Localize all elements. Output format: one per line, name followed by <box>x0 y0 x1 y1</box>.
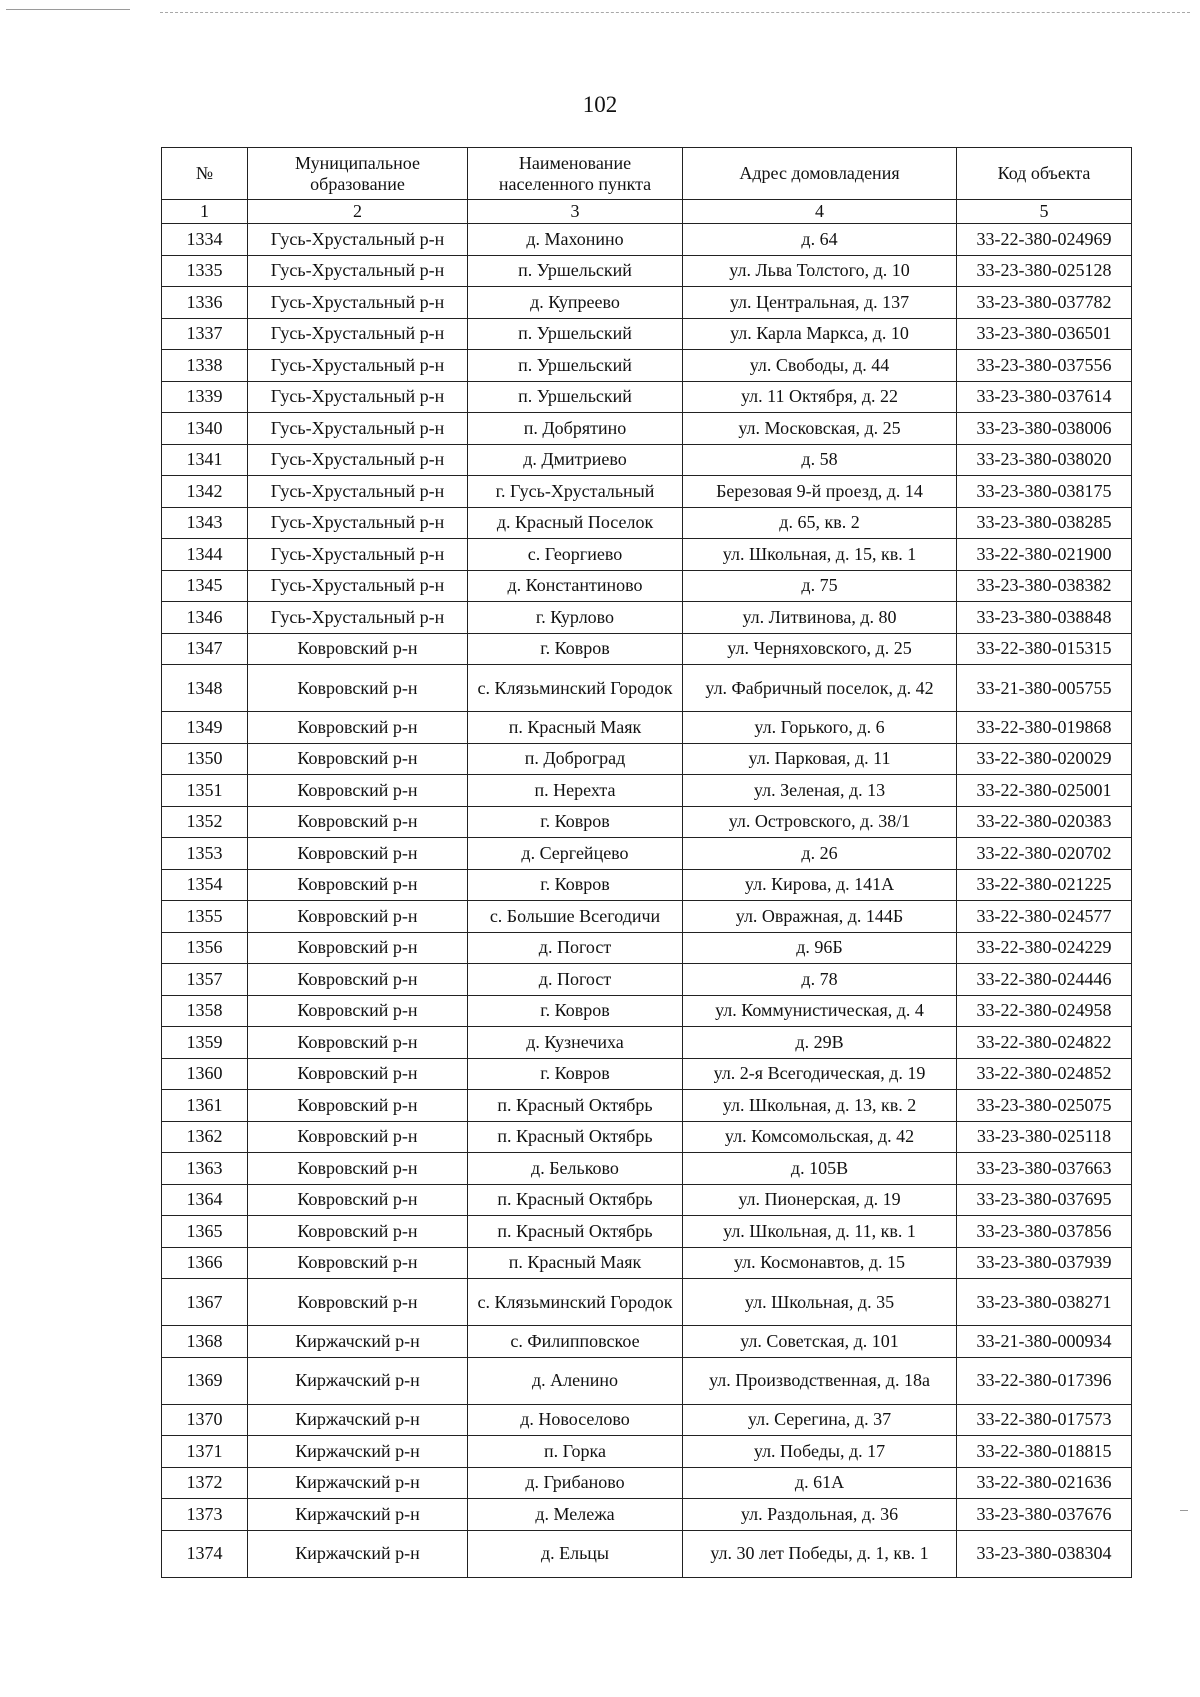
cell-object-code: 33-23-380-038271 <box>957 1279 1132 1326</box>
cell-number: 1335 <box>162 255 248 287</box>
column-number: 1 <box>162 200 248 224</box>
cell-municipality: Киржачский р-н <box>248 1326 468 1358</box>
cell-object-code: 33-22-380-024969 <box>957 224 1132 256</box>
cell-object-code: 33-23-380-025118 <box>957 1121 1132 1153</box>
cell-address: ул. Льва Толстого, д. 10 <box>683 255 957 287</box>
cell-number: 1346 <box>162 602 248 634</box>
cell-number: 1358 <box>162 995 248 1027</box>
cell-number: 1357 <box>162 964 248 996</box>
cell-object-code: 33-23-380-037782 <box>957 287 1132 319</box>
cell-settlement: п. Красный Маяк <box>468 1247 683 1279</box>
cell-settlement: с. Георгиево <box>468 539 683 571</box>
cell-address: ул. Школьная, д. 11, кв. 1 <box>683 1216 957 1248</box>
cell-address: ул. Коммунистическая, д. 4 <box>683 995 957 1027</box>
table-row <box>162 539 1132 571</box>
cell-address: ул. Карла Маркса, д. 10 <box>683 318 957 350</box>
table-row <box>162 838 1132 870</box>
cell-address: ул. 11 Октября, д. 22 <box>683 381 957 413</box>
cell-municipality: Гусь-Хрустальный р-н <box>248 539 468 571</box>
cell-object-code: 33-23-380-037614 <box>957 381 1132 413</box>
cell-address: ул. Производственная, д. 18а <box>683 1357 957 1404</box>
cell-settlement: г. Ковров <box>468 869 683 901</box>
cell-number: 1343 <box>162 507 248 539</box>
cell-settlement: п. Уршельский <box>468 255 683 287</box>
cell-number: 1341 <box>162 444 248 476</box>
cell-municipality: Киржачский р-н <box>248 1404 468 1436</box>
cell-number: 1367 <box>162 1279 248 1326</box>
cell-settlement: с. Клязьминский Городок <box>468 1279 683 1326</box>
cell-municipality: Ковровский р-н <box>248 995 468 1027</box>
table-row <box>162 507 1132 539</box>
cell-number: 1349 <box>162 712 248 744</box>
cell-settlement: д. Дмитриево <box>468 444 683 476</box>
cell-municipality: Гусь-Хрустальный р-н <box>248 444 468 476</box>
table-row <box>162 995 1132 1027</box>
cell-settlement: с. Филипповское <box>468 1326 683 1358</box>
cell-address: ул. Овражная, д. 144Б <box>683 901 957 933</box>
table-row <box>162 476 1132 508</box>
cell-object-code: 33-21-380-000934 <box>957 1326 1132 1358</box>
cell-number: 1336 <box>162 287 248 319</box>
table-row <box>162 255 1132 287</box>
cell-municipality: Ковровский р-н <box>248 1153 468 1185</box>
table-row <box>162 444 1132 476</box>
cell-number: 1369 <box>162 1357 248 1404</box>
cell-object-code: 33-22-380-019868 <box>957 712 1132 744</box>
cell-address: ул. Школьная, д. 15, кв. 1 <box>683 539 957 571</box>
cell-settlement: д. Бельково <box>468 1153 683 1185</box>
header-number: № <box>162 148 248 200</box>
table-row <box>162 869 1132 901</box>
cell-settlement: д. Погост <box>468 964 683 996</box>
cell-municipality: Киржачский р-н <box>248 1357 468 1404</box>
cell-settlement: г. Гусь-Хрустальный <box>468 476 683 508</box>
table-row <box>162 602 1132 634</box>
cell-settlement: г. Ковров <box>468 995 683 1027</box>
table-row <box>162 1467 1132 1499</box>
cell-municipality: Ковровский р-н <box>248 775 468 807</box>
cell-number: 1339 <box>162 381 248 413</box>
cell-object-code: 33-22-380-024822 <box>957 1027 1132 1059</box>
cell-settlement: г. Ковров <box>468 806 683 838</box>
table-row <box>162 570 1132 602</box>
table-row <box>162 1027 1132 1059</box>
cell-address: ул. Школьная, д. 35 <box>683 1279 957 1326</box>
cell-address: д. 64 <box>683 224 957 256</box>
cell-address: ул. Зеленая, д. 13 <box>683 775 957 807</box>
cell-settlement: г. Ковров <box>468 1058 683 1090</box>
cell-number: 1372 <box>162 1467 248 1499</box>
cell-municipality: Киржачский р-н <box>248 1530 468 1577</box>
cell-municipality: Ковровский р-н <box>248 1027 468 1059</box>
scan-artifact-line <box>6 9 130 10</box>
cell-address: ул. Островского, д. 38/1 <box>683 806 957 838</box>
objects-table <box>161 147 1132 1578</box>
cell-number: 1337 <box>162 318 248 350</box>
cell-settlement: д. Грибаново <box>468 1467 683 1499</box>
cell-number: 1365 <box>162 1216 248 1248</box>
cell-object-code: 33-23-380-038304 <box>957 1530 1132 1577</box>
cell-municipality: Ковровский р-н <box>248 1058 468 1090</box>
table-row <box>162 318 1132 350</box>
cell-settlement: д. Купреево <box>468 287 683 319</box>
cell-address: д. 75 <box>683 570 957 602</box>
cell-settlement: п. Красный Октябрь <box>468 1216 683 1248</box>
cell-object-code: 33-22-380-020029 <box>957 743 1132 775</box>
cell-number: 1368 <box>162 1326 248 1358</box>
cell-address: ул. Школьная, д. 13, кв. 2 <box>683 1090 957 1122</box>
cell-municipality: Ковровский р-н <box>248 743 468 775</box>
cell-municipality: Гусь-Хрустальный р-н <box>248 318 468 350</box>
cell-number: 1340 <box>162 413 248 445</box>
table-row <box>162 1121 1132 1153</box>
cell-municipality: Гусь-Хрустальный р-н <box>248 570 468 602</box>
cell-address: ул. Свободы, д. 44 <box>683 350 957 382</box>
cell-address: ул. Раздольная, д. 36 <box>683 1499 957 1531</box>
cell-number: 1350 <box>162 743 248 775</box>
table-row <box>162 665 1132 712</box>
cell-municipality: Гусь-Хрустальный р-н <box>248 602 468 634</box>
cell-address: ул. Литвинова, д. 80 <box>683 602 957 634</box>
cell-object-code: 33-22-380-021636 <box>957 1467 1132 1499</box>
cell-number: 1373 <box>162 1499 248 1531</box>
header-settlement: Наименование населенного пункта <box>468 148 683 200</box>
cell-object-code: 33-22-380-024446 <box>957 964 1132 996</box>
header-address: Адрес домовладения <box>683 148 957 200</box>
cell-address: ул. Московская, д. 25 <box>683 413 957 445</box>
cell-settlement: д. Погост <box>468 932 683 964</box>
cell-number: 1334 <box>162 224 248 256</box>
cell-municipality: Гусь-Хрустальный р-н <box>248 255 468 287</box>
cell-object-code: 33-23-380-037556 <box>957 350 1132 382</box>
cell-object-code: 33-22-380-024229 <box>957 932 1132 964</box>
cell-municipality: Ковровский р-н <box>248 712 468 744</box>
table-row <box>162 806 1132 838</box>
cell-address: ул. Победы, д. 17 <box>683 1436 957 1468</box>
cell-number: 1355 <box>162 901 248 933</box>
cell-municipality: Гусь-Хрустальный р-н <box>248 287 468 319</box>
table-row <box>162 224 1132 256</box>
cell-address: ул. Парковая, д. 11 <box>683 743 957 775</box>
cell-object-code: 33-22-380-024852 <box>957 1058 1132 1090</box>
scan-artifact-line <box>160 12 1190 13</box>
cell-settlement: п. Красный Октябрь <box>468 1121 683 1153</box>
column-number: 4 <box>683 200 957 224</box>
cell-settlement: п. Уршельский <box>468 381 683 413</box>
cell-settlement: п. Красный Октябрь <box>468 1090 683 1122</box>
cell-settlement: п. Добрятино <box>468 413 683 445</box>
table-row <box>162 350 1132 382</box>
table-row <box>162 1357 1132 1404</box>
cell-municipality: Гусь-Хрустальный р-н <box>248 507 468 539</box>
cell-municipality: Гусь-Хрустальный р-н <box>248 476 468 508</box>
cell-object-code: 33-21-380-005755 <box>957 665 1132 712</box>
cell-settlement: п. Нерехта <box>468 775 683 807</box>
cell-address: ул. Серегина, д. 37 <box>683 1404 957 1436</box>
table-row <box>162 1184 1132 1216</box>
cell-object-code: 33-23-380-038848 <box>957 602 1132 634</box>
cell-number: 1362 <box>162 1121 248 1153</box>
cell-address: ул. Фабричный поселок, д. 42 <box>683 665 957 712</box>
cell-municipality: Ковровский р-н <box>248 1090 468 1122</box>
cell-number: 1345 <box>162 570 248 602</box>
cell-address: д. 26 <box>683 838 957 870</box>
cell-settlement: с. Клязьминский Городок <box>468 665 683 712</box>
cell-municipality: Ковровский р-н <box>248 806 468 838</box>
cell-address: ул. Пионерская, д. 19 <box>683 1184 957 1216</box>
cell-object-code: 33-23-380-038175 <box>957 476 1132 508</box>
cell-settlement: д. Мележа <box>468 1499 683 1531</box>
cell-municipality: Ковровский р-н <box>248 869 468 901</box>
cell-address: ул. 2-я Всегодическая, д. 19 <box>683 1058 957 1090</box>
table-row <box>162 1247 1132 1279</box>
cell-settlement: д. Красный Поселок <box>468 507 683 539</box>
table-row <box>162 413 1132 445</box>
cell-settlement: п. Горка <box>468 1436 683 1468</box>
table-body <box>162 224 1132 1578</box>
cell-number: 1364 <box>162 1184 248 1216</box>
cell-number: 1354 <box>162 869 248 901</box>
cell-municipality: Киржачский р-н <box>248 1499 468 1531</box>
cell-municipality: Ковровский р-н <box>248 964 468 996</box>
cell-number: 1374 <box>162 1530 248 1577</box>
cell-municipality: Гусь-Хрустальный р-н <box>248 413 468 445</box>
cell-number: 1370 <box>162 1404 248 1436</box>
cell-settlement: с. Большие Всегодичи <box>468 901 683 933</box>
table-row <box>162 1436 1132 1468</box>
cell-municipality: Гусь-Хрустальный р-н <box>248 381 468 413</box>
table-row <box>162 1279 1132 1326</box>
cell-object-code: 33-22-380-020383 <box>957 806 1132 838</box>
column-number: 2 <box>248 200 468 224</box>
cell-address: ул. Горького, д. 6 <box>683 712 957 744</box>
scan-edge-mark <box>1180 1510 1188 1511</box>
table-row <box>162 964 1132 996</box>
table-row <box>162 1326 1132 1358</box>
cell-object-code: 33-22-380-021900 <box>957 539 1132 571</box>
cell-number: 1371 <box>162 1436 248 1468</box>
cell-settlement: п. Уршельский <box>468 318 683 350</box>
cell-object-code: 33-22-380-020702 <box>957 838 1132 870</box>
cell-object-code: 33-22-380-018815 <box>957 1436 1132 1468</box>
cell-settlement: п. Уршельский <box>468 350 683 382</box>
cell-object-code: 33-22-380-025001 <box>957 775 1132 807</box>
cell-address: д. 65, кв. 2 <box>683 507 957 539</box>
cell-number: 1360 <box>162 1058 248 1090</box>
cell-address: д. 78 <box>683 964 957 996</box>
cell-address: д. 105В <box>683 1153 957 1185</box>
cell-municipality: Киржачский р-н <box>248 1436 468 1468</box>
cell-address: д. 58 <box>683 444 957 476</box>
table-row <box>162 1153 1132 1185</box>
table-row <box>162 381 1132 413</box>
cell-object-code: 33-23-380-038020 <box>957 444 1132 476</box>
cell-number: 1361 <box>162 1090 248 1122</box>
table-header-row <box>162 148 1132 200</box>
cell-object-code: 33-23-380-025128 <box>957 255 1132 287</box>
cell-object-code: 33-22-380-017573 <box>957 1404 1132 1436</box>
column-number-row <box>162 200 1132 224</box>
cell-number: 1352 <box>162 806 248 838</box>
cell-number: 1338 <box>162 350 248 382</box>
cell-object-code: 33-22-380-017396 <box>957 1357 1132 1404</box>
column-number: 3 <box>468 200 683 224</box>
cell-number: 1351 <box>162 775 248 807</box>
table-row <box>162 287 1132 319</box>
header-object-code: Код объекта <box>957 148 1132 200</box>
cell-address: ул. Черняховского, д. 25 <box>683 633 957 665</box>
cell-municipality: Ковровский р-н <box>248 1184 468 1216</box>
cell-address: д. 61А <box>683 1467 957 1499</box>
cell-object-code: 33-22-380-015315 <box>957 633 1132 665</box>
cell-settlement: д. Новоселово <box>468 1404 683 1436</box>
cell-settlement: д. Аленино <box>468 1357 683 1404</box>
cell-settlement: п. Доброград <box>468 743 683 775</box>
cell-object-code: 33-22-380-024958 <box>957 995 1132 1027</box>
cell-municipality: Киржачский р-н <box>248 1467 468 1499</box>
cell-municipality: Ковровский р-н <box>248 1279 468 1326</box>
cell-settlement: д. Ельцы <box>468 1530 683 1577</box>
cell-settlement: г. Курлово <box>468 602 683 634</box>
cell-address: д. 29В <box>683 1027 957 1059</box>
cell-number: 1366 <box>162 1247 248 1279</box>
cell-address: ул. Центральная, д. 137 <box>683 287 957 319</box>
cell-object-code: 33-23-380-036501 <box>957 318 1132 350</box>
cell-address: Березовая 9-й проезд, д. 14 <box>683 476 957 508</box>
cell-number: 1344 <box>162 539 248 571</box>
cell-address: ул. Кирова, д. 141А <box>683 869 957 901</box>
header-municipality: Муниципальное образование <box>248 148 468 200</box>
table-row <box>162 1058 1132 1090</box>
cell-address: ул. Космонавтов, д. 15 <box>683 1247 957 1279</box>
cell-object-code: 33-23-380-025075 <box>957 1090 1132 1122</box>
cell-object-code: 33-23-380-037856 <box>957 1216 1132 1248</box>
table-row <box>162 633 1132 665</box>
cell-object-code: 33-22-380-024577 <box>957 901 1132 933</box>
cell-object-code: 33-23-380-037695 <box>957 1184 1132 1216</box>
cell-settlement: д. Сергейцево <box>468 838 683 870</box>
cell-object-code: 33-23-380-037663 <box>957 1153 1132 1185</box>
cell-number: 1348 <box>162 665 248 712</box>
cell-number: 1363 <box>162 1153 248 1185</box>
cell-settlement: г. Ковров <box>468 633 683 665</box>
cell-number: 1356 <box>162 932 248 964</box>
table-row <box>162 712 1132 744</box>
cell-municipality: Ковровский р-н <box>248 665 468 712</box>
cell-municipality: Гусь-Хрустальный р-н <box>248 350 468 382</box>
cell-municipality: Ковровский р-н <box>248 901 468 933</box>
cell-municipality: Ковровский р-н <box>248 932 468 964</box>
table-row <box>162 1530 1132 1577</box>
cell-address: ул. Советская, д. 101 <box>683 1326 957 1358</box>
cell-settlement: д. Махонино <box>468 224 683 256</box>
table-row <box>162 775 1132 807</box>
table-row <box>162 901 1132 933</box>
cell-object-code: 33-23-380-038382 <box>957 570 1132 602</box>
cell-number: 1353 <box>162 838 248 870</box>
page-number: 102 <box>582 92 618 117</box>
cell-settlement: п. Красный Октябрь <box>468 1184 683 1216</box>
cell-settlement: д. Кузнечиха <box>468 1027 683 1059</box>
cell-number: 1359 <box>162 1027 248 1059</box>
cell-municipality: Ковровский р-н <box>248 1121 468 1153</box>
table-row <box>162 1404 1132 1436</box>
cell-address: ул. 30 лет Победы, д. 1, кв. 1 <box>683 1530 957 1577</box>
cell-address: ул. Комсомольская, д. 42 <box>683 1121 957 1153</box>
cell-municipality: Ковровский р-н <box>248 1247 468 1279</box>
cell-object-code: 33-22-380-021225 <box>957 869 1132 901</box>
cell-municipality: Ковровский р-н <box>248 1216 468 1248</box>
cell-number: 1342 <box>162 476 248 508</box>
cell-municipality: Ковровский р-н <box>248 633 468 665</box>
cell-object-code: 33-23-380-038285 <box>957 507 1132 539</box>
table-row <box>162 932 1132 964</box>
cell-settlement: д. Константиново <box>468 570 683 602</box>
cell-address: д. 96Б <box>683 932 957 964</box>
table-row <box>162 743 1132 775</box>
table-row <box>162 1216 1132 1248</box>
table-row <box>162 1090 1132 1122</box>
cell-object-code: 33-23-380-038006 <box>957 413 1132 445</box>
cell-municipality: Ковровский р-н <box>248 838 468 870</box>
cell-object-code: 33-23-380-037939 <box>957 1247 1132 1279</box>
cell-object-code: 33-23-380-037676 <box>957 1499 1132 1531</box>
table-row <box>162 1499 1132 1531</box>
cell-settlement: п. Красный Маяк <box>468 712 683 744</box>
cell-number: 1347 <box>162 633 248 665</box>
column-number: 5 <box>957 200 1132 224</box>
cell-municipality: Гусь-Хрустальный р-н <box>248 224 468 256</box>
